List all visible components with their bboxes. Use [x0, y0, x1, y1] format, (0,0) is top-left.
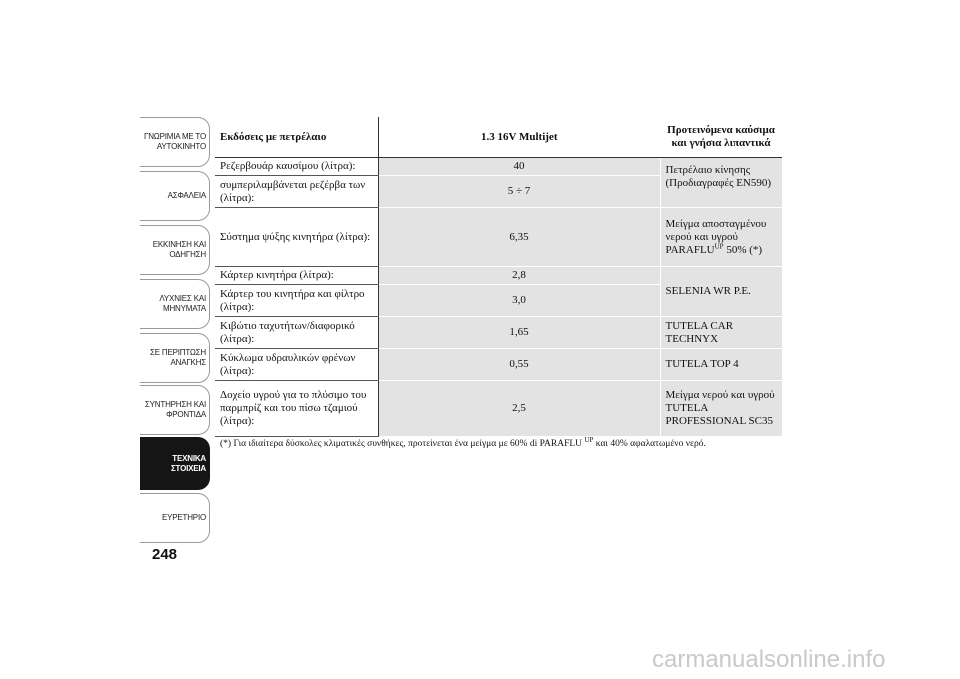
page-number: 248 — [152, 546, 178, 563]
table-row — [215, 317, 782, 349]
fuel-brake: TUTELA TOP 4 — [660, 349, 782, 381]
table-row — [215, 381, 782, 437]
row-label: συμπεριλαμβάνεται ρεζέρβα των (λίτρα): — [215, 176, 378, 208]
header-versions: Εκδόσεις με πετρέλαιο — [215, 117, 378, 158]
fuel-coolant-tail: 50% (*) — [723, 243, 763, 256]
row-label: Κάρτερ κινητήρα (λίτρα): — [215, 267, 378, 285]
capacities-table — [215, 117, 782, 437]
fuel-coolant-sup: UP — [714, 241, 724, 250]
sidebar-tab-safety[interactable]: ΑΣΦΑΛΕΙΑ — [140, 171, 210, 221]
sidebar-tab-technical-data[interactable]: ΤΕΧΝΙΚΑ ΣΤΟΙΧΕΙΑ — [140, 437, 210, 490]
row-value: 5 ÷ 7 — [378, 176, 660, 208]
table-row — [215, 208, 782, 267]
footnote — [220, 435, 780, 450]
row-label: Σύστημα ψύξης κινητήρα (λίτρα): — [215, 208, 378, 267]
footnote-text-a: (*) Για ιδιαίτερα δύσκολες κλιματικές συνθήκες, προτείνεται ένα μείγμα με 60% di PARAFLU — [220, 439, 583, 449]
fuel-diesel: Πετρέλαιο κίνησης (Προδιαγραφές EN590) — [660, 158, 782, 208]
row-value: 1,65 — [378, 317, 660, 349]
fuel-engine-oil: SELENIA WR P.E. — [660, 267, 782, 317]
sidebar-tab-index[interactable]: ΕΥΡΕΤΗΡΙΟ — [140, 493, 210, 543]
sidebar-tab-starting-driving[interactable]: ΕΚΚΙΝΗΣΗ ΚΑΙ ΟΔΗΓΗΣΗ — [140, 225, 210, 275]
sidebar-tab-emergency[interactable]: ΣΕ ΠΕΡΙΠΤΩΣΗ ΑΝΑΓΚΗΣ — [140, 333, 210, 383]
table-row — [215, 267, 782, 285]
row-label: Δοχείο υγρού για το πλύσιμο του παρμπρίζ και του πίσω τζαμιού (λίτρα): — [215, 381, 378, 437]
fuel-coolant — [660, 208, 782, 267]
row-label: Κύκλωμα υδραυλικών φρένων (λίτρα): — [215, 349, 378, 381]
table-row — [215, 158, 782, 176]
fuel-washer: Μείγμα νερού και υγρού TUTELA PROFESSIONAL SC35 — [660, 381, 782, 437]
sidebar-tab-getting-to-know[interactable]: ΓΝΩΡΙΜΙΑ ΜΕ ΤΟ ΑΥΤΟΚΙΝΗΤΟ — [140, 117, 210, 167]
row-value: 0,55 — [378, 349, 660, 381]
footnote-text-b: και 40% αφαλατωμένο νερό. — [593, 439, 706, 449]
sidebar-tab-warning-lights[interactable]: ΛΥΧΝΙΕΣ ΚΑΙ ΜΗΝΥΜΑΤΑ — [140, 279, 210, 329]
row-label: Κιβώτιο ταχυτήτων/διαφορικό (λίτρα): — [215, 317, 378, 349]
table-row — [215, 349, 782, 381]
footnote-sup: UP — [584, 435, 594, 444]
fuel-gearbox: TUTELA CAR TECHNYX — [660, 317, 782, 349]
table-header-row — [215, 117, 782, 158]
row-value: 2,8 — [378, 267, 660, 285]
row-value: 3,0 — [378, 285, 660, 317]
row-value: 6,35 — [378, 208, 660, 267]
row-value: 40 — [378, 158, 660, 176]
row-label: Κάρτερ του κινητήρα και φίλτρο (λίτρα): — [215, 285, 378, 317]
row-label: Ρεζερβουάρ καυσίμου (λίτρα): — [215, 158, 378, 176]
header-fuel: Προτεινόμενα καύσιμα και γνήσια λιπαντικά — [660, 117, 782, 158]
fuel-coolant-main: Μείγμα αποσταγμένου νερού και υγρού PARAFLU — [665, 217, 767, 256]
row-value: 2,5 — [378, 381, 660, 437]
header-engine: 1.3 16V Multijet — [378, 117, 660, 158]
sidebar-tab-maintenance[interactable]: ΣΥΝΤΗΡΗΣΗ ΚΑΙ ΦΡΟΝΤΙΔΑ — [140, 385, 210, 435]
watermark: carmanualsonline.info — [652, 646, 886, 673]
